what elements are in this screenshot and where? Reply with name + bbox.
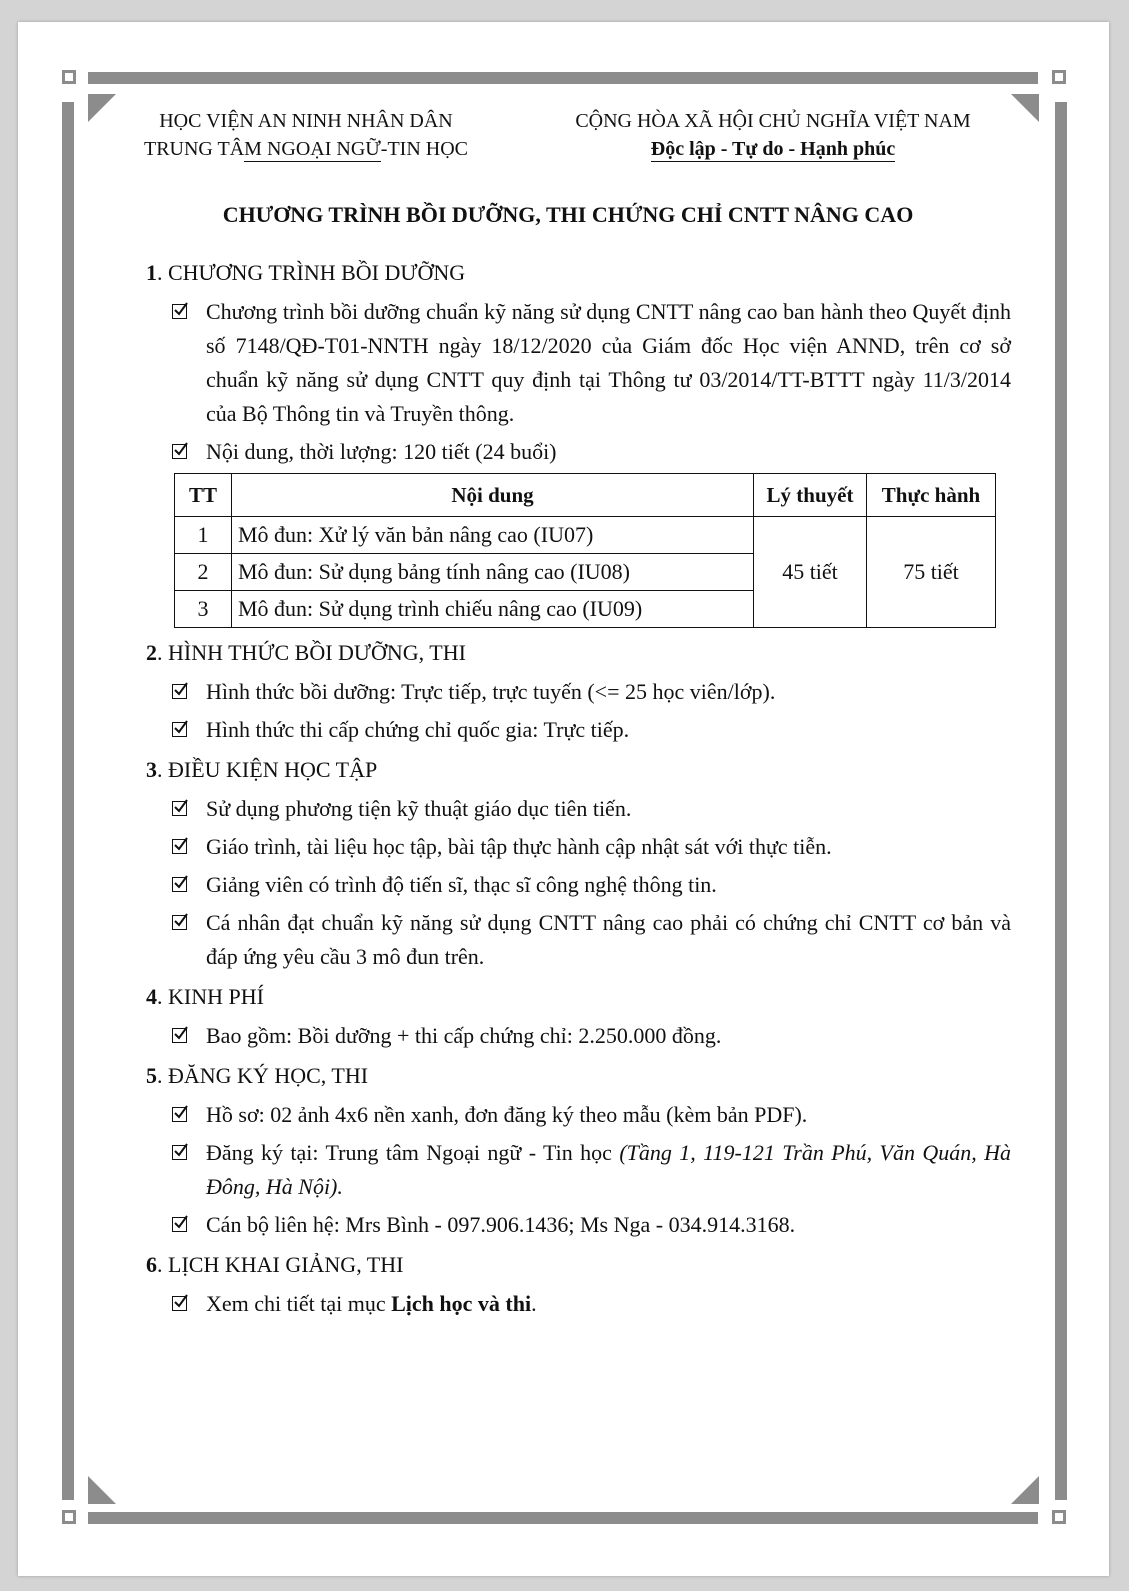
header-left bbox=[106, 107, 506, 163]
cell-content: Mô đun: Sử dụng trình chiếu nâng cao (IU09) bbox=[232, 591, 754, 628]
checkbox-checked-icon bbox=[172, 839, 187, 854]
cell-theory: 45 tiết bbox=[754, 517, 867, 628]
section-heading: 1. CHƯƠNG TRÌNH BỒI DƯỠNG bbox=[146, 260, 466, 285]
list-item: Cán bộ liên hệ: Mrs Bình - 097.906.1436; Ms Nga - 034.914.3168. bbox=[146, 1208, 1011, 1242]
frame-corner-icon bbox=[1052, 1510, 1066, 1524]
national-motto: Độc lập - Tự do - Hạnh phúc bbox=[650, 138, 896, 160]
curriculum-table bbox=[174, 473, 996, 628]
frame-triangle-icon bbox=[88, 1476, 116, 1504]
cell-content: Mô đun: Sử dụng bảng tính nâng cao (IU08) bbox=[232, 554, 754, 591]
section-heading: 4. KINH PHÍ bbox=[146, 984, 264, 1009]
frame-bottom bbox=[88, 1512, 1038, 1524]
table-row bbox=[175, 517, 996, 554]
col-header-tt: TT bbox=[175, 474, 232, 517]
section-heading: 5. ĐĂNG KÝ HỌC, THI bbox=[146, 1063, 369, 1088]
cell-content: Mô đun: Xử lý văn bản nâng cao (IU07) bbox=[232, 517, 754, 554]
list-item: Đăng ký tại: Trung tâm Ngoại ngữ - Tin học (Tầng 1, 119-121 Trần Phú, Văn Quán, Hà Đông, Hà Nội). bbox=[146, 1136, 1011, 1204]
list-item: Giáo trình, tài liệu học tập, bài tập thực hành cập nhật sát với thực tiễn. bbox=[146, 830, 1011, 864]
checkbox-checked-icon bbox=[172, 1296, 187, 1311]
table-header-row bbox=[175, 474, 996, 517]
list-item: Xem chi tiết tại mục Lịch học và thi. bbox=[146, 1287, 1011, 1321]
frame-corner-icon bbox=[1052, 70, 1066, 84]
list-item: Nội dung, thời lượng: 120 tiết (24 buổi) bbox=[146, 435, 1011, 469]
document-page bbox=[18, 22, 1109, 1576]
cell-tt: 2 bbox=[175, 554, 232, 591]
cell-practice: 75 tiết bbox=[867, 517, 996, 628]
address-text: (Tầng 1, 119-121 Trần Phú, Văn Quán, Hà Đông, Hà Nội). bbox=[206, 1140, 1011, 1199]
section-heading: 6. LỊCH KHAI GIẢNG, THI bbox=[146, 1252, 404, 1277]
cell-tt: 3 bbox=[175, 591, 232, 628]
list-item: Hình thức thi cấp chứng chỉ quốc gia: Trực tiếp. bbox=[146, 713, 1011, 747]
list-item: Giảng viên có trình độ tiến sĩ, thạc sĩ công nghệ thông tin. bbox=[146, 868, 1011, 902]
section-heading: 2. HÌNH THỨC BỒI DƯỠNG, THI bbox=[146, 640, 466, 665]
cell-tt: 1 bbox=[175, 517, 232, 554]
list-item: Bao gồm: Bồi dưỡng + thi cấp chứng chỉ: 2.250.000 đồng. bbox=[146, 1019, 1011, 1053]
frame-left bbox=[62, 102, 74, 1500]
checkbox-checked-icon bbox=[172, 444, 187, 459]
list-item: Cá nhân đạt chuẩn kỹ năng sử dụng CNTT nâng cao phải có chứng chỉ CNTT cơ bản và đáp ứng yêu cầu 3 mô đun trên. bbox=[146, 906, 1011, 974]
checkbox-checked-icon bbox=[172, 684, 187, 699]
frame-corner-icon bbox=[62, 70, 76, 84]
list-item: Chương trình bồi dưỡng chuẩn kỹ năng sử dụng CNTT nâng cao ban hành theo Quyết định số 7148/QĐ-T01-NNTH ngày 18/12/2020 của Giám đốc Học viện ANND, trên cơ sở chuẩn kỹ năng sử dụng CNTT quy định tại Thông tư 03/2014/TT-BTTT ngày 11/3/2014 của Bộ Thông tin và Truyền thông. bbox=[146, 295, 1011, 431]
national-title: CỘNG HÒA XÃ HỘI CHỦ NGHĨA VIỆT NAM bbox=[575, 110, 971, 132]
col-header-content: Nội dung bbox=[232, 474, 754, 517]
document-title: CHƯƠNG TRÌNH BỒI DƯỠNG, THI CHỨNG CHỈ CNTT NÂNG CAO bbox=[222, 202, 914, 227]
checkbox-checked-icon bbox=[172, 722, 187, 737]
checkbox-checked-icon bbox=[172, 801, 187, 816]
document-body bbox=[146, 254, 1011, 1325]
schedule-link-text: Lịch học và thi bbox=[391, 1291, 532, 1316]
checkbox-checked-icon bbox=[172, 1028, 187, 1043]
frame-right bbox=[1055, 102, 1067, 1500]
list-item: Hồ sơ: 02 ảnh 4x6 nền xanh, đơn đăng ký theo mẫu (kèm bản PDF). bbox=[146, 1098, 1011, 1132]
checkbox-checked-icon bbox=[172, 304, 187, 319]
section-heading: 3. ĐIỀU KIỆN HỌC TẬP bbox=[146, 757, 378, 782]
checkbox-checked-icon bbox=[172, 1217, 187, 1232]
col-header-theory: Lý thuyết bbox=[754, 474, 867, 517]
frame-triangle-icon bbox=[1011, 1476, 1039, 1504]
checkbox-checked-icon bbox=[172, 1107, 187, 1122]
academy-name: HỌC VIỆN AN NINH NHÂN DÂN bbox=[159, 110, 453, 132]
col-header-practice: Thực hành bbox=[867, 474, 996, 517]
frame-corner-icon bbox=[62, 1510, 76, 1524]
checkbox-checked-icon bbox=[172, 1145, 187, 1160]
checkbox-checked-icon bbox=[172, 877, 187, 892]
header-right bbox=[528, 107, 1018, 163]
list-item: Sử dụng phương tiện kỹ thuật giáo dục tiên tiến. bbox=[146, 792, 1011, 826]
checkbox-checked-icon bbox=[172, 915, 187, 930]
list-item: Hình thức bồi dưỡng: Trực tiếp, trực tuyến (<= 25 học viên/lớp). bbox=[146, 675, 1011, 709]
frame-top bbox=[88, 72, 1038, 84]
center-name: TRUNG TÂM NGOẠI NGỮ-TIN HỌC bbox=[143, 138, 469, 160]
